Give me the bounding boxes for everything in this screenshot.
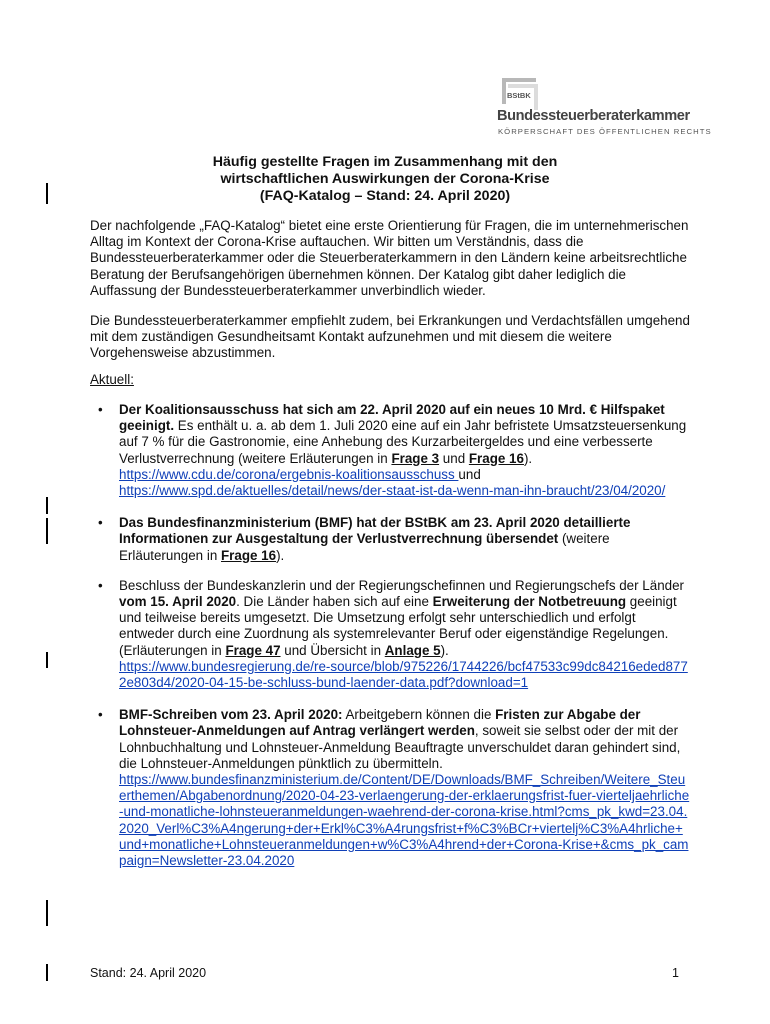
change-bar (46, 518, 48, 544)
footer-date: Stand: 24. April 2020 (90, 966, 207, 980)
advice-paragraph: Die Bundessteuerberaterkammer empfiehlt zudem, bei Erkrankungen und Verdachtsfällen umgehend mit dem zuständigen Gesundheitsamt Kontakt aufzunehmen und mit diesem die weitere Vorgehensweise abzustimmen. (90, 313, 690, 361)
bstbk-logo-icon (500, 74, 540, 112)
list-item: • Beschluss der Bundeskanzlerin und der Regierungschefinnen und Regierungschefs der Länder vom 15. April 2020. Die Länder haben sich auf eine Erweiterung der Notbetreuung geeinigt und teilweise bereits umgesetzt. Die Umsetzung erfolgt sehr unterschiedlich und erfolgt entweder durch eine Zuordnung als systemrelevanter Beruf oder eigenständige Regelungen. (Erläuterungen in Frage 47 und Übersicht in Anlage 5). https://www.bundesregierung.de/re-source/blob/975226/1744226/bcf47533c99dc84216eded8772e803d4/2020-04-15-be-schluss-bund-laender-data.pdf?download=1 (98, 577, 688, 691)
aktuell-heading: Aktuell: (90, 372, 134, 387)
bullet-icon: • (98, 577, 103, 593)
list-item: • Der Koalitionsausschuss hat sich am 22. April 2020 auf ein neues 10 Mrd. € Hilfspaket geeinigt. Es enthält u. a. ab dem 1. Juli 2020 eine auf ein Jahr befristete Umsatzsteuersenkung auf 7 % für die Gastronomie, eine Anhebung des Kurzarbeitergeldes und eine verbesserte Verlustverrechnung (weitere Erläuterungen in Frage 3 und Frage 16). https://www.cdu.de/corona/ergebnis-koalitionsausschuss und https://www.spd.de/aktuelles/detail/news/der-staat-ist-da-wenn-man-ihn-braucht/23/04/2020/ (98, 402, 687, 499)
bstbk-logo (497, 74, 712, 136)
bullet-icon: • (98, 515, 103, 531)
change-bar (46, 183, 48, 204)
logo-name: Bundessteuerberaterkammer (497, 108, 690, 124)
bullet-icon: • (98, 707, 103, 723)
spd-link[interactable]: https://www.spd.de/aktuelles/detail/news/der-staat-ist-da-wenn-man-ihn-braucht/23/04/2020/ (119, 483, 666, 499)
bundesregierung-link[interactable]: https://www.bundesregierung.de/re-source/blob/975226/1744226/bcf47533c99dc84216eded8772e803d4/2020-04-15-be-schluss-bund-laender-data.pdf?download=1 (119, 658, 688, 691)
document-title (90, 154, 680, 205)
change-bar (46, 900, 48, 926)
anlage-5-link[interactable]: Anlage 5 (384, 642, 441, 658)
frage-16-link[interactable]: Frage 16 (221, 547, 277, 563)
change-bar (46, 497, 48, 514)
frage-16-link[interactable]: Frage 16 (468, 450, 524, 466)
title-line: (FAQ-Katalog – Stand: 24. April 2020) (259, 188, 511, 204)
news-list (90, 402, 690, 885)
logo-subtitle: KÖRPERSCHAFT DES ÖFFENTLICHEN RECHTS (498, 127, 712, 136)
list-item: • Das Bundesfinanzministerium (BMF) hat der BStBK am 23. April 2020 detaillierte Informationen zur Ausgestaltung der Verlustverrechnung übersendet (weitere Erläuterungen in Frage 16). (98, 515, 631, 563)
title-line: wirtschaftlichen Auswirkungen der Corona-Krise (220, 171, 550, 187)
logo-abbrev: BStBK (507, 91, 531, 100)
intro-paragraph: Der nachfolgende „FAQ-Katalog“ bietet eine erste Orientierung für Fragen, die im unternehmerischen Alltag im Kontext der Corona-Krise auftauchen. Wir bitten um Verständnis, dass die Bundessteuerberaterkammer oder die Steuerberaterkammern in den Ländern keine arbeitsrechtliche Beratung der Berufsangehörigen übernehmen können. Der Katalog gibt daher lediglich die Auffassung der Bundessteuerberaterkammer unverbindlich wieder. (90, 218, 689, 298)
bullet-icon: • (98, 402, 103, 417)
bmf-link[interactable]: https://www.bundesfinanzministerium.de/Content/DE/Downloads/BMF_Schreiben/Weitere_Steuerthemen/Abgabenordnung/2020-04-23-verlaengerung-der-erklaerungsfrist-fuer-vierteljaehrliche-und-monatliche-lohnsteueranmeldungen-waehrend-der-corona-krise.html?cms_pk_kwd=23.04.2020_Verl%C3%A4ngerung+der+Erkl%C3%A4rungsfrist+f%C3%BCr+viertelj%C3%A4hrliche+und+monatliche+Lohnsteueranmeldungen+w%C3%A4hrend+der+Corona-Krise+&cms_pk_campaign=Newsletter-23.04.2020 (119, 772, 690, 869)
title-line: Häufig gestellte Fragen im Zusammenhang mit den (212, 154, 558, 170)
list-item: • BMF-Schreiben vom 23. April 2020: Arbeitgebern können die Fristen zur Abgabe der Lohnsteuer-Anmeldungen auf Antrag verlängert werden, soweit sie selbst oder der mit der Lohnbuchhaltung und Lohnsteuer-Anmeldung Beauftragte unverschuldet daran gehindert sind, die Lohnsteuer-Anmeldungen pünktlich zu übermitteln. https://www.bundesfinanzministerium.de/Content/DE/Downloads/BMF_Schreiben/Weitere_Steuerthemen/Abgabenordnung/2020-04-23-verlaengerung-der-erklaerungsfrist-fuer-vierteljaehrliche-und-monatliche-lohnsteueranmeldungen-waehrend-der-corona-krise.html?cms_pk_kwd=23.04.2020_Verl%C3%A4ngerung+der+Erkl%C3%A4rungsfrist+f%C3%BCr+viertelj%C3%A4hrliche+und+monatliche+Lohnsteueranmeldungen+w%C3%A4hrend+der+Corona-Krise+&cms_pk_campaign=Newsletter-23.04.2020 (98, 707, 690, 869)
cdu-link[interactable]: https://www.cdu.de/corona/ergebnis-koalitionsausschuss (119, 466, 459, 482)
change-bar (46, 652, 48, 668)
frage-47-link[interactable]: Frage 47 (225, 642, 281, 658)
page-number: 1 (672, 966, 679, 980)
change-bar (46, 964, 48, 981)
frage-3-link[interactable]: Frage 3 (391, 450, 440, 466)
